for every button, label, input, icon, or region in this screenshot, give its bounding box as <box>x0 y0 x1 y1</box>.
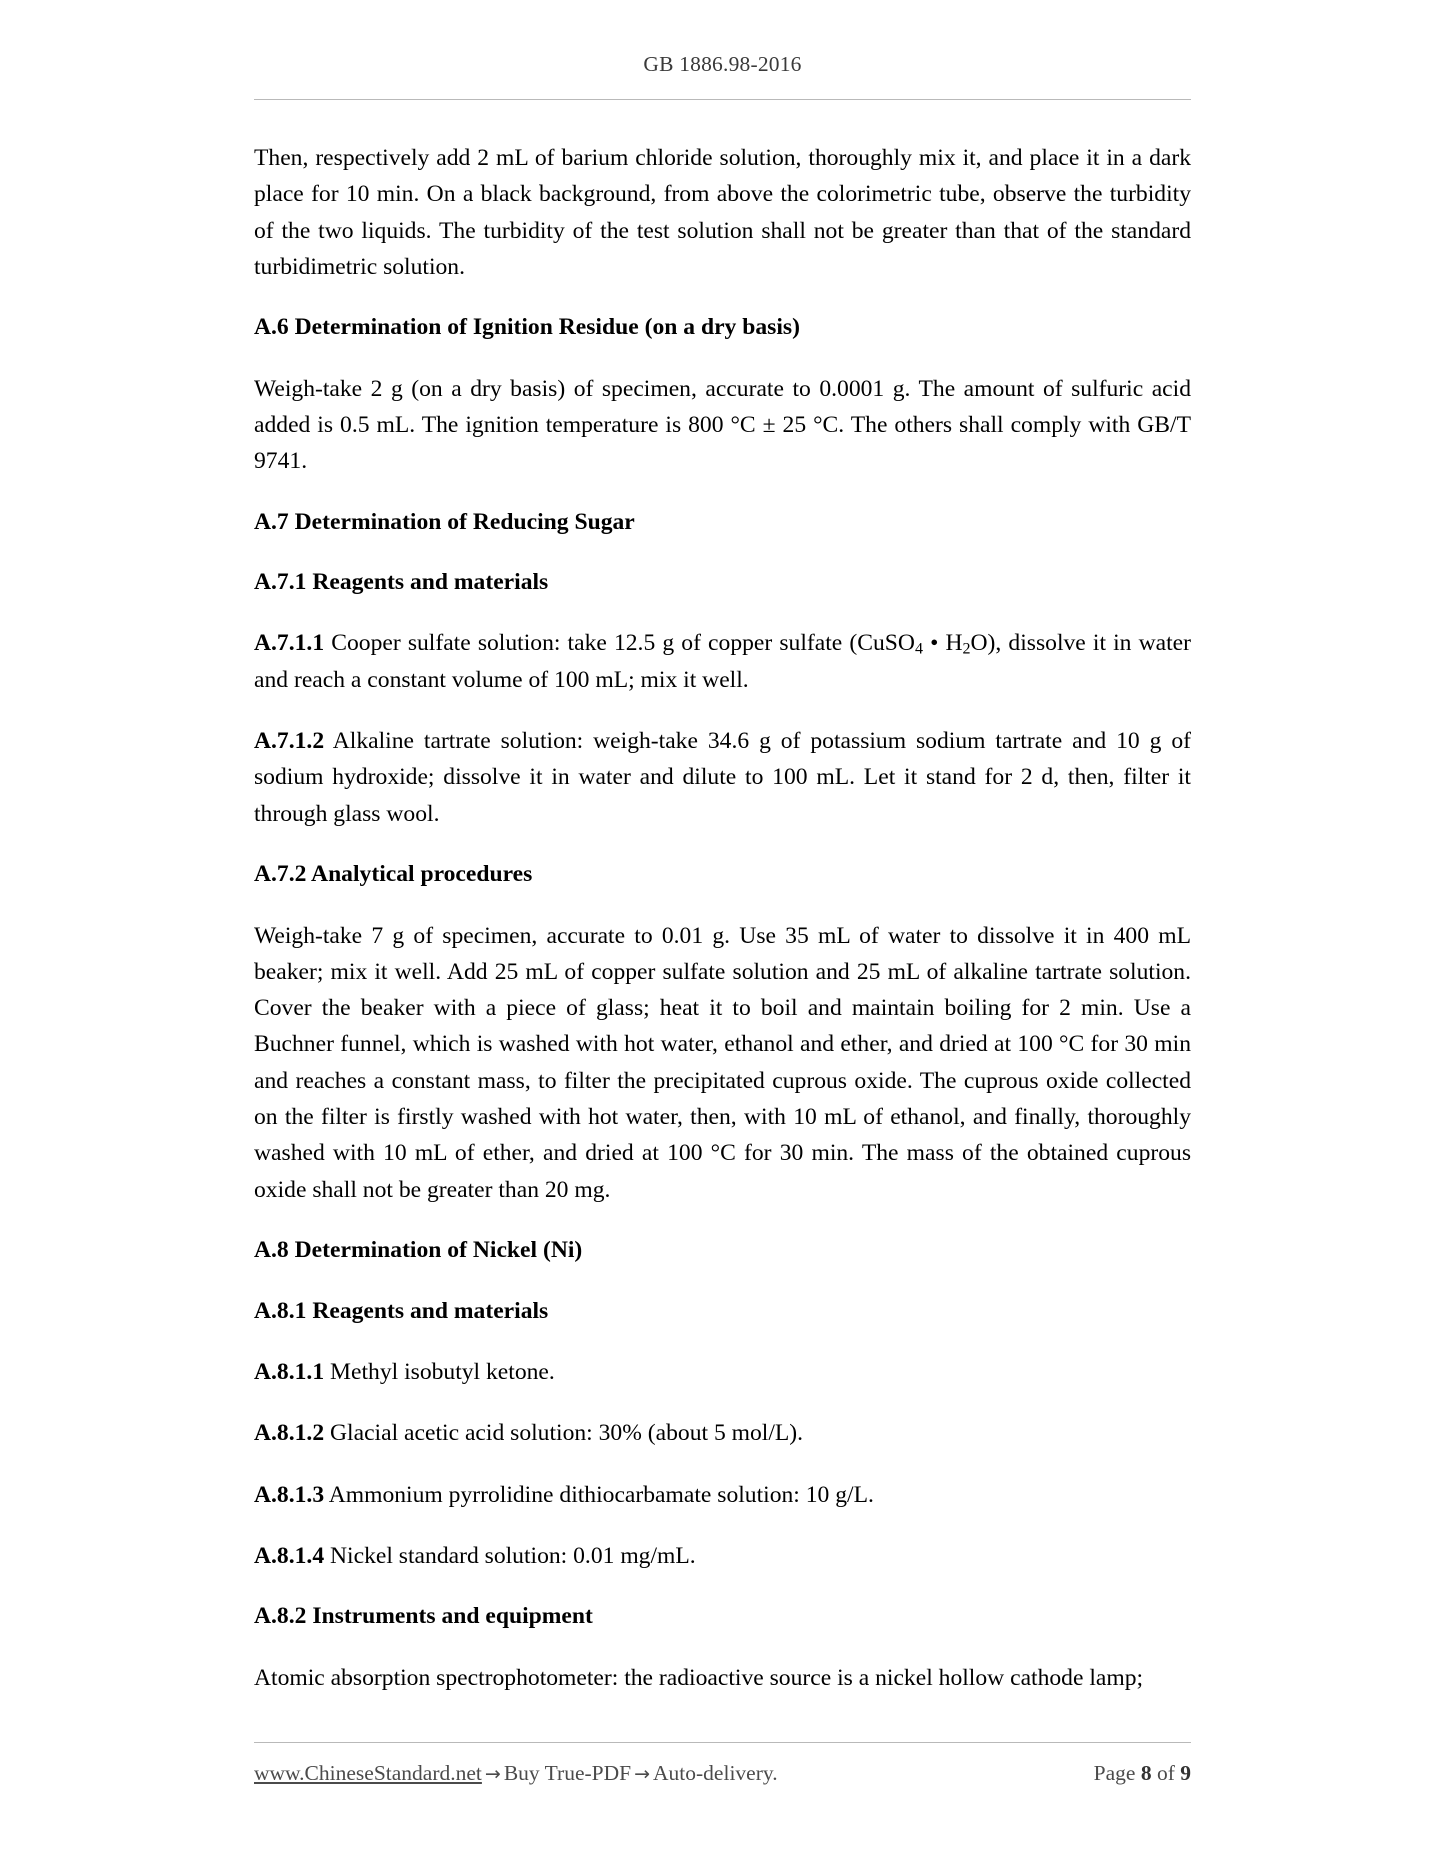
clause-text: Nickel standard solution: 0.01 mg/mL. <box>324 1542 696 1569</box>
heading-a72: A.7.2 Analytical procedures <box>254 861 533 888</box>
footer-divider <box>254 1742 1191 1743</box>
item-a814 <box>254 1538 1191 1574</box>
document-body <box>254 140 1191 1721</box>
page-footer <box>254 1761 1191 1786</box>
heading-a6: A.6 Determination of Ignition Residue (on a dry basis) <box>254 314 800 341</box>
heading-a71: A.7.1 Reagents and materials <box>254 569 549 596</box>
heading-a8: A.8 Determination of Nickel (Ni) <box>254 1237 583 1264</box>
heading-a81: A.8.1 Reagents and materials <box>254 1297 549 1324</box>
page-number-indicator <box>1094 1761 1191 1786</box>
item-a811 <box>254 1354 1191 1390</box>
current-page-number: 8 <box>1140 1761 1152 1785</box>
paragraph-a82-body: Atomic absorption spectrophotometer: the radioactive source is a nickel hollow cathode lamp; <box>254 1664 1144 1691</box>
clause-number: A.8.1.4 <box>254 1542 325 1569</box>
header-divider <box>254 99 1191 100</box>
total-page-count: 9 <box>1180 1761 1191 1785</box>
clause-number: A.8.1.3 <box>254 1481 325 1508</box>
heading-a82: A.8.2 Instruments and equipment <box>254 1603 593 1630</box>
clause-number: A.7.1.1 <box>254 630 325 657</box>
clause-text-part1: Cooper sulfate solution: take 12.5 g of copper sulfate (CuSO <box>324 630 915 657</box>
standard-code-label: GB 1886.98-2016 <box>643 52 802 76</box>
footer-delivery-text: Auto-delivery. <box>653 1761 778 1785</box>
item-a712 <box>254 723 1191 832</box>
arrow-right-icon-2: → <box>634 1763 651 1785</box>
paragraph-barium-chloride: Then, respectively add 2 mL of barium chloride solution, thoroughly mix it, and place it in a dark place for 10 min. On a black background, from above the colorimetric tube, observe the turbidity of the two liquids. The turbidity of the test solution shall not be greater than that of the standard turbidimetric solution. <box>254 145 1191 280</box>
footer-promo-line <box>254 1761 778 1786</box>
clause-text: Ammonium pyrrolidine dithiocarbamate solution: 10 g/L. <box>324 1481 874 1508</box>
page-header <box>254 52 1191 77</box>
formula-subscript-1: 4 <box>914 640 923 658</box>
clause-text: Glacial acetic acid solution: 30% (about 5 mol/L). <box>324 1420 804 1447</box>
heading-a7: A.7 Determination of Reducing Sugar <box>254 508 635 535</box>
item-a711 <box>254 625 1191 698</box>
page-label: Page <box>1093 1761 1136 1785</box>
item-a813 <box>254 1477 1191 1513</box>
of-label: of <box>1156 1761 1175 1785</box>
clause-number: A.8.1.1 <box>254 1358 325 1385</box>
footer-buy-text: Buy True-PDF <box>503 1761 632 1785</box>
item-a812 <box>254 1415 1191 1451</box>
clause-text-part2: • H <box>922 630 963 657</box>
chinesestandard-url-link[interactable]: www.ChineseStandard.net <box>254 1761 482 1785</box>
clause-text-part3: O), dissolve it in water and reach a constant volume of 100 mL; mix it well. <box>254 630 1191 693</box>
paragraph-a72-body: Weigh-take 7 g of specimen, accurate to 0.01 g. Use 35 mL of water to dissolve it in 400 mL beaker; mix it well. Add 25 mL of copper sulfate solution and 25 mL of alkaline tartrate solution. Cover the beaker with a piece of glass; heat it to boil and maintain boiling for 2 min. Use a Buchner funnel, which is washed with hot water, ethanol and ether, and dried at 100 °C for 30 min and reaches a constant mass, to filter the precipitated cuprous oxide. The cuprous oxide collected on the filter is firstly washed with hot water, then, with 10 mL of ethanol, and finally, thoroughly washed with 10 mL of ether, and dried at 100 °C for 30 min. The mass of the obtained cuprous oxide shall not be greater than 20 mg. <box>254 922 1191 1203</box>
paragraph-a6-body: Weigh-take 2 g (on a dry basis) of specimen, accurate to 0.0001 g. The amount of sulfuric acid added is 0.5 mL. The ignition temperature is 800 °C ± 25 °C. The others shall comply with GB/T 9741. <box>254 375 1191 475</box>
clause-number: A.8.1.2 <box>254 1420 325 1447</box>
clause-number: A.7.1.2 <box>254 728 325 755</box>
clause-text: Methyl isobutyl ketone. <box>324 1358 555 1385</box>
arrow-right-icon-1: → <box>484 1763 501 1785</box>
clause-text: Alkaline tartrate solution: weigh-take 34.6 g of potassium sodium tartrate and 10 g of sodium hydroxide; dissolve it in water and dilute to 100 mL. Let it stand for 2 d, then, filter it through glass wool. <box>254 728 1191 827</box>
formula-subscript-2: 2 <box>962 640 971 658</box>
